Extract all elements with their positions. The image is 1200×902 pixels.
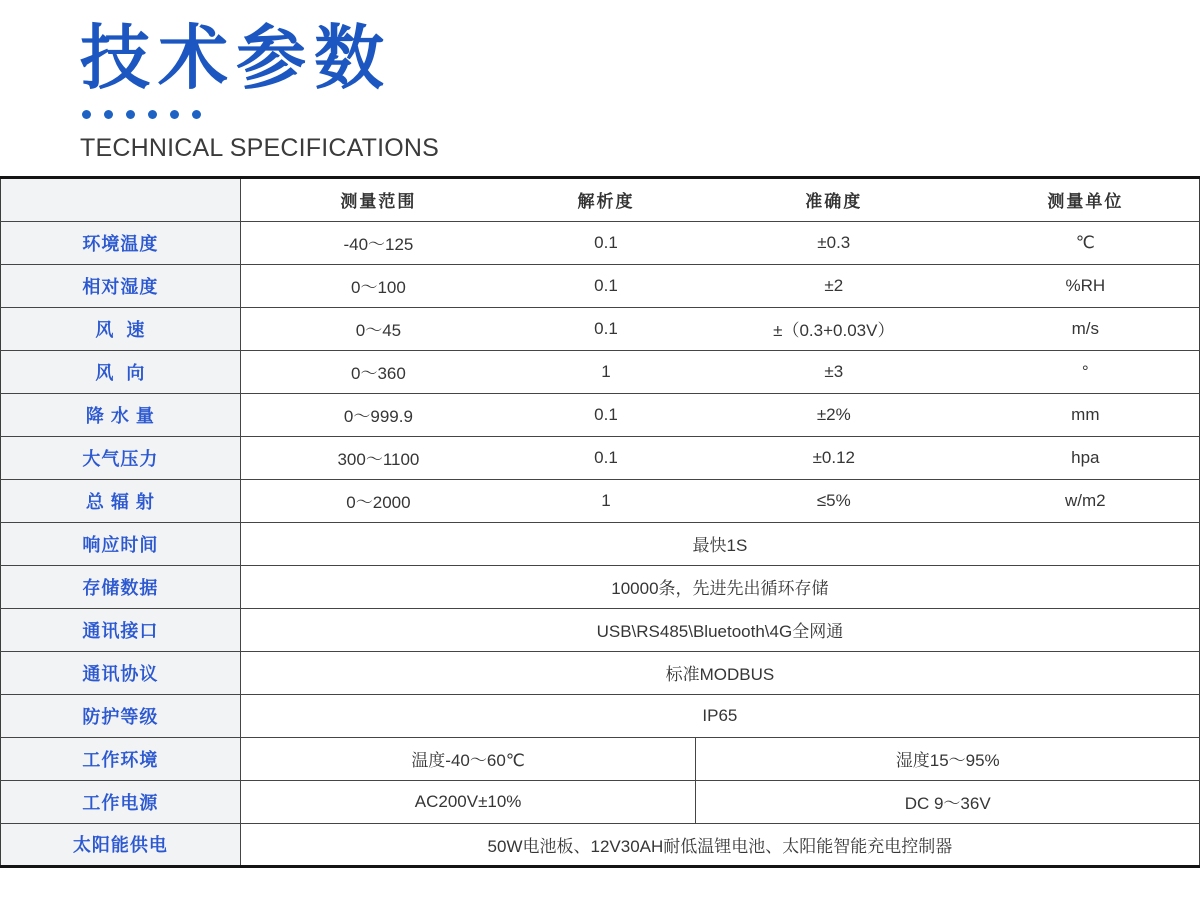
spec-cell: °: [1081, 361, 1089, 381]
spec-cell: 0.1: [594, 318, 618, 338]
column-header: 准确度: [805, 192, 863, 212]
specs-table-head: [1, 177, 1200, 221]
dot-icon: [192, 110, 201, 119]
row-header: 响应时间: [1, 522, 241, 565]
spec-cell: 1: [601, 361, 611, 381]
table-row: [1, 307, 1200, 350]
spec-cell: m/s: [1071, 318, 1100, 338]
spec-cell: 0～999.9: [343, 407, 413, 427]
spec-cell: 0.1: [594, 447, 618, 467]
spec-cell: 0～2000: [346, 493, 411, 513]
table-row: [1, 479, 1200, 522]
table-row: [1, 221, 1200, 264]
table-row: [1, 608, 1200, 651]
column-header: 解析度: [577, 192, 635, 212]
column-header: 测量单位: [1047, 192, 1124, 212]
row-header: 通讯接口: [1, 608, 241, 651]
title-dots: [82, 110, 1200, 119]
dot-icon: [170, 110, 179, 119]
spec-cell: 1: [601, 490, 611, 510]
spec-cell: hpa: [1071, 447, 1100, 467]
spec-cell: 0.1: [594, 275, 618, 295]
spec-cell: ±0.12: [812, 447, 855, 467]
row-header: 相对湿度: [1, 264, 241, 307]
row-header: 总 辐 射: [1, 479, 241, 522]
page-header: [0, 0, 1200, 163]
corner-cell: [1, 177, 241, 221]
spec-cell: 0～100: [351, 278, 406, 298]
spec-cell: -40～125: [343, 235, 414, 255]
row-header: 大气压力: [1, 436, 241, 479]
specs-table-body: [1, 221, 1200, 866]
spec-cell: ±3: [824, 361, 844, 381]
spec-cell: ±0.3: [817, 232, 851, 252]
spec-cell: 0～360: [351, 364, 406, 384]
table-row: [1, 694, 1200, 737]
column-header-row: [1, 177, 1200, 221]
spec-cell-span: 标准MODBUS: [665, 665, 775, 685]
table-row: [1, 522, 1200, 565]
table-row: [1, 651, 1200, 694]
spec-cell: 0.1: [594, 232, 618, 252]
row-header: 降 水 量: [1, 393, 241, 436]
table-row: [1, 737, 1200, 780]
spec-cell: w/m2: [1065, 490, 1106, 510]
spec-cell-span: 10000条，先进先出循环存储: [611, 579, 829, 599]
row-header: 风 向: [1, 350, 241, 393]
table-row: [1, 264, 1200, 307]
page-subtitle: TECHNICAL SPECIFICATIONS: [80, 133, 440, 162]
spec-cell: mm: [1071, 404, 1100, 424]
spec-cell: %RH: [1065, 275, 1106, 295]
table-row: [1, 823, 1200, 866]
spec-cell: ℃: [1075, 232, 1095, 252]
row-header: 通讯协议: [1, 651, 241, 694]
spec-cell-span: 50W电池板、12V30AH耐低温锂电池、太阳能智能充电控制器: [487, 836, 953, 856]
row-header: 防护等级: [1, 694, 241, 737]
spec-cell: ±（0.3+0.03V）: [773, 321, 895, 341]
spec-cell: ±2%: [816, 404, 851, 424]
table-row: [1, 393, 1200, 436]
page-title: 技术参数: [80, 19, 392, 97]
row-header: 风 速: [1, 307, 241, 350]
dot-icon: [104, 110, 113, 119]
table-row: [1, 565, 1200, 608]
spec-cell-span: USB\RS485\Bluetooth\4G全网通: [596, 622, 844, 642]
specs-table: [0, 176, 1200, 868]
dot-icon: [126, 110, 135, 119]
table-row: [1, 436, 1200, 479]
row-header: 环境温度: [1, 221, 241, 264]
dot-icon: [148, 110, 157, 119]
spec-cell: 0～45: [355, 321, 402, 341]
spec-cell: 300～1100: [337, 450, 420, 470]
table-row: [1, 350, 1200, 393]
table-row: [1, 780, 1200, 823]
row-header: 存储数据: [1, 565, 241, 608]
spec-cell: ≤5%: [816, 490, 851, 510]
spec-cell-half: AC200V±10%: [240, 780, 696, 823]
spec-cell-half: DC 9～36V: [904, 794, 991, 814]
spec-cell-half: 湿度15～95%: [895, 751, 1000, 771]
row-header: 太阳能供电: [1, 823, 241, 866]
dot-icon: [82, 110, 91, 119]
spec-cell: ±2: [824, 275, 844, 295]
row-header: 工作环境: [1, 737, 241, 780]
spec-cell-span: 最快1S: [692, 536, 748, 556]
column-header: 测量范围: [340, 192, 417, 212]
spec-cell: 0.1: [594, 404, 618, 424]
row-header: 工作电源: [1, 780, 241, 823]
spec-cell-span: IP65: [702, 705, 738, 725]
spec-cell-half: 温度-40～60℃: [240, 737, 696, 780]
